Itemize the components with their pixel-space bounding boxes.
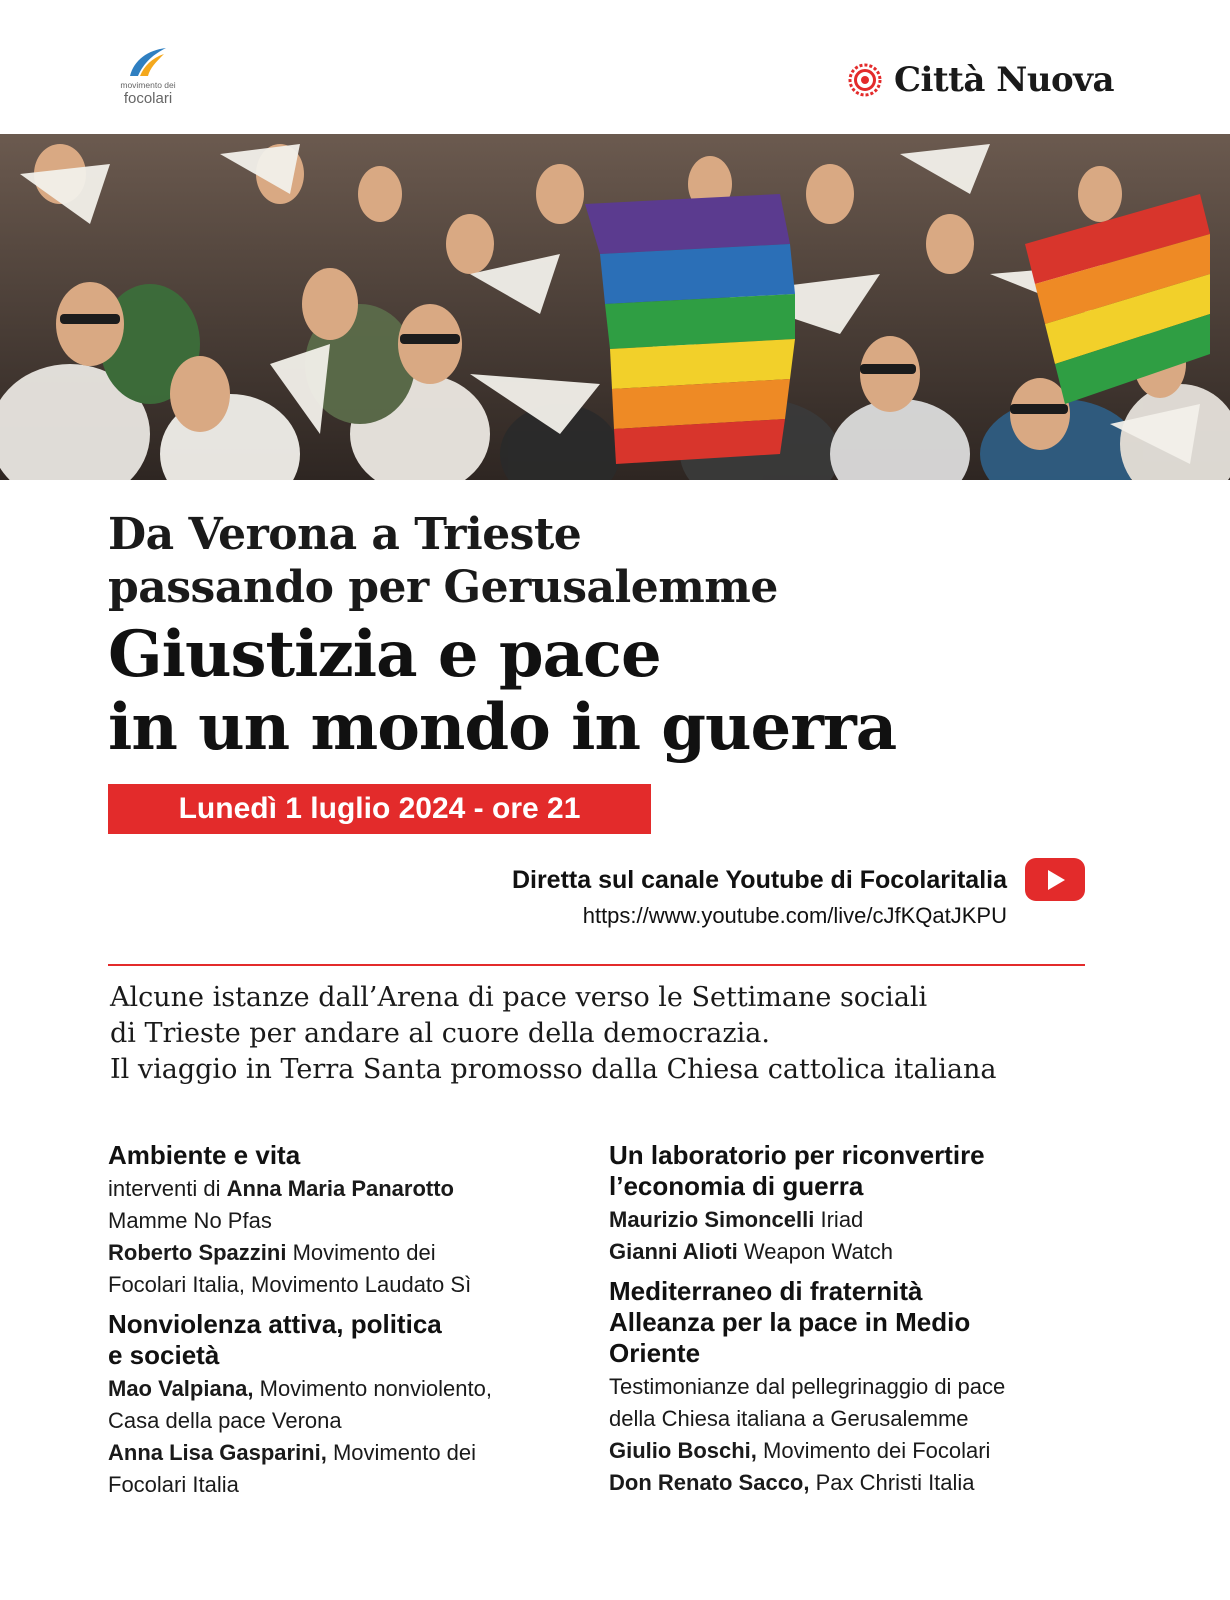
focolari-swoosh-icon <box>126 46 168 80</box>
title-line-1: Giustizia e pace <box>108 617 661 692</box>
section-text: Testimonianze dal pellegrinaggio di pace <box>609 1374 1006 1399</box>
speaker-name: Roberto Spazzini <box>108 1240 287 1265</box>
program-right-column <box>609 1140 1089 1507</box>
focolari-logo <box>108 46 188 108</box>
speaker-org: Focolari Italia <box>108 1472 239 1497</box>
speaker-name: Gianni Alioti <box>609 1239 738 1264</box>
event-title <box>108 618 1108 764</box>
section-title-line: l’economia di guerra <box>609 1171 864 1201</box>
speaker-name: Maurizio Simoncelli <box>609 1207 815 1232</box>
speaker-org: Focolari Italia, Movimento Laudato Sì <box>108 1272 472 1297</box>
section-text: interventi di <box>108 1176 227 1201</box>
section-nonviolenza <box>108 1309 588 1501</box>
event-subtitle <box>108 508 1108 614</box>
speaker-org: Casa della pace Verona <box>108 1408 342 1433</box>
section-laboratorio <box>609 1140 1089 1268</box>
divider <box>108 964 1085 966</box>
section-text: della Chiesa italiana a Gerusalemme <box>609 1406 969 1431</box>
speaker-name: Mao Valpiana, <box>108 1376 254 1401</box>
section-ambiente <box>108 1140 588 1301</box>
citta-nuova-logo <box>848 60 1114 100</box>
live-stream-info <box>300 862 1007 932</box>
crowd-photo <box>0 134 1230 480</box>
section-title <box>609 1140 1089 1202</box>
speaker-org: Mamme No Pfas <box>108 1208 272 1233</box>
speaker-org: Iriad <box>814 1207 864 1232</box>
speaker-name: Giulio Boschi, <box>609 1438 757 1463</box>
focolari-logo-small-text: movimento dei <box>120 80 176 90</box>
live-stream-url[interactable]: https://www.youtube.com/live/cJfKQatJKPU <box>582 903 1007 928</box>
subtitle-line-2: passando per Gerusalemme <box>108 562 778 613</box>
section-title: Ambiente e vita <box>108 1140 301 1170</box>
section-title-line: Un laboratorio per riconvertire <box>609 1140 985 1170</box>
speaker-org: Pax Christi Italia <box>809 1470 975 1495</box>
subtitle-line-1: Da Verona a Trieste <box>108 509 582 560</box>
section-title <box>609 1276 1089 1369</box>
section-mediterraneo <box>609 1276 1089 1499</box>
intro-line-1: Alcune istanze dall’Arena di pace verso le Settimane sociali <box>110 982 928 1013</box>
citta-nuova-sun-icon <box>848 63 882 97</box>
speaker-org: Movimento dei Focolari <box>756 1438 991 1463</box>
section-title <box>108 1309 588 1371</box>
speaker-org: Movimento dei <box>326 1440 477 1465</box>
speaker-name: Don Renato Sacco, <box>609 1470 810 1495</box>
speaker-name: Anna Lisa Gasparini, <box>108 1440 327 1465</box>
section-title-line: Oriente <box>609 1338 701 1368</box>
date-badge: Lunedì 1 luglio 2024 - ore 21 <box>108 784 651 834</box>
program-left-column <box>108 1140 588 1509</box>
crowd-photo-icon <box>0 134 1230 480</box>
speaker-name: Anna Maria Panarotto <box>226 1176 454 1201</box>
live-stream-label: Diretta sul canale Youtube di Focolaritalia <box>511 866 1007 894</box>
intro-line-2: di Trieste per andare al cuore della democrazia. <box>110 1018 770 1049</box>
section-title-line: Alleanza per la pace in Medio <box>609 1307 971 1337</box>
citta-nuova-name: Città Nuova <box>894 60 1115 100</box>
section-title-line: Mediterraneo di fraternità <box>609 1276 923 1306</box>
section-title-line: Nonviolenza attiva, politica <box>108 1309 442 1339</box>
focolari-logo-text: focolari <box>123 90 173 107</box>
speaker-org: Weapon Watch <box>737 1239 894 1264</box>
section-title-line: e società <box>108 1340 220 1370</box>
speaker-org: Movimento nonviolento, <box>253 1376 492 1401</box>
intro-text <box>110 980 1100 1088</box>
youtube-icon[interactable] <box>1025 858 1085 901</box>
speaker-org: Movimento dei <box>286 1240 436 1265</box>
intro-line-3: Il viaggio in Terra Santa promosso dalla Chiesa cattolica italiana <box>110 1054 997 1085</box>
title-line-2: in un mondo in guerra <box>108 690 897 765</box>
